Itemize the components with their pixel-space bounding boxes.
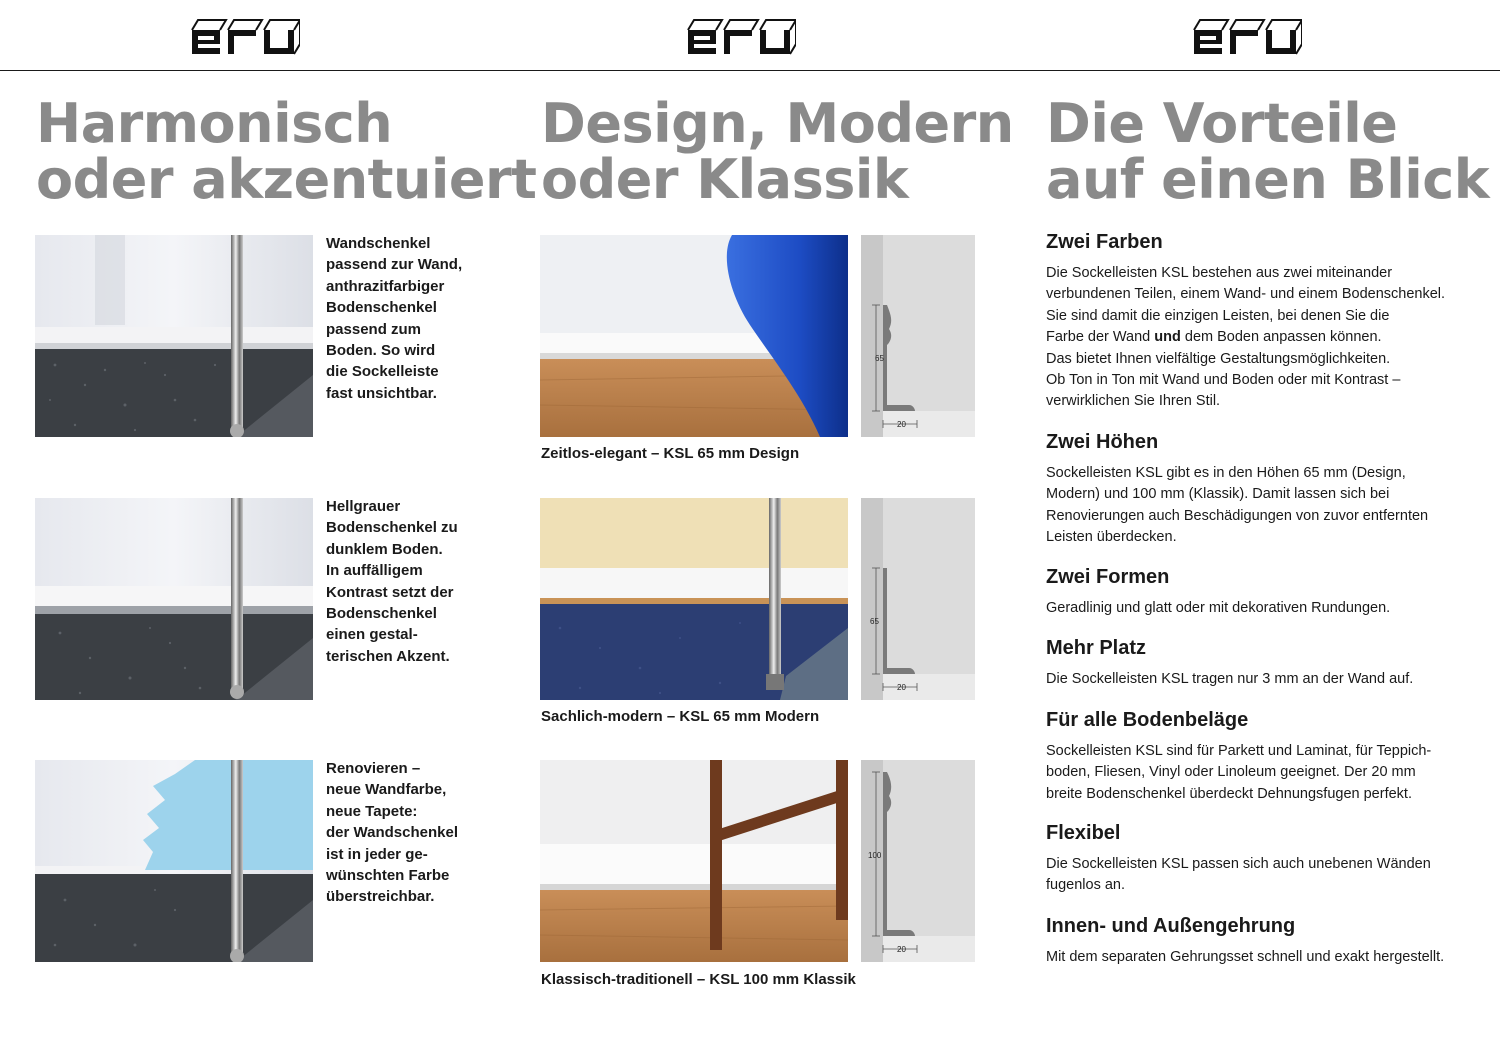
profile-caption: Klassisch-traditionell – KSL 100 mm Klassik [541, 971, 856, 988]
width-dimension: 20 [897, 683, 906, 692]
width-dimension: 20 [897, 420, 906, 429]
eru-logo [190, 16, 300, 56]
section-heading: Innen- und Außengehrung [1046, 915, 1296, 937]
column2-title [541, 92, 1014, 211]
section-heading: Zwei Farben [1046, 231, 1163, 253]
section-text: Sockelleisten KSL gibt es in den Höhen 65 mm (Design, Modern) und 100 mm (Klassik). Damit lassen sich bei Renovierungen auch Beschädigungen von zuvor entfernten Leisten überdecken. [1046, 465, 1429, 546]
column1-title [36, 92, 537, 211]
height-dimension: 65 [875, 354, 884, 363]
width-dimension: 20 [897, 945, 906, 954]
profile-drawing-klassik [861, 760, 975, 962]
profile-drawing-design [861, 235, 975, 437]
section-heading: Zwei Höhen [1046, 431, 1159, 453]
section-text: Sockelleisten KSL sind für Parkett und Laminat, für Teppich- boden, Fliesen, Vinyl oder Linoleum geeignet. Der 20 mm breite Bodenschenkel überdeckt Dehnungsfugen perfekt. [1046, 743, 1432, 802]
eru-logo [686, 16, 796, 56]
eru-logo [1192, 16, 1302, 56]
skirting-photo-dark-floor [35, 235, 313, 437]
modern-photo [540, 498, 848, 700]
profile-drawing-modern [861, 498, 975, 700]
section-text: Die Sockelleisten KSL tragen nur 3 mm an der Wand auf. [1046, 671, 1414, 687]
emphasis: und [1154, 329, 1181, 346]
section-heading: Mehr Platz [1046, 637, 1147, 659]
klassik-photo [540, 760, 848, 962]
title-line: Harmonisch [36, 92, 393, 155]
photo-description: Hellgrauer Bodenschenkel zu dunklem Boden. In auffälligem Kontrast setzt der Bodenschenkel einen gestal- terischen Akzent. [326, 498, 458, 665]
section-text: Die Sockelleisten KSL passen sich auch unebenen Wänden fugenlos an. [1046, 856, 1431, 894]
title-line: Design, Modern [541, 92, 1014, 155]
section-text: Die Sockelleisten KSL bestehen aus zwei miteinander verbundenen Teilen, einem Wand- und einem Bodenschenkel. Sie sind damit die einzigen Leisten, bei denen Sie die Farbe der Wand und dem Boden anpassen können. Das bietet Ihnen vielfältige Gestaltungsmöglichkeiten. Ob Ton in Ton mit Wand und Boden oder mit Kontrast – verwirklichen Sie Ihren Stil. [1046, 265, 1446, 410]
title-line: auf einen Blick [1046, 148, 1490, 211]
skirting-photo-contrast [35, 498, 313, 700]
photo-description: Wandschenkel passend zur Wand, anthrazitfarbiger Bodenschenkel passend zum Boden. So wird die Sockelleiste fast unsichtbar. [326, 235, 463, 402]
profile-caption: Sachlich-modern – KSL 65 mm Modern [541, 708, 820, 725]
section-heading: Flexibel [1046, 822, 1121, 844]
section-text: Geradlinig und glatt oder mit dekorativen Rundungen. [1046, 600, 1391, 616]
section-heading: Für alle Bodenbeläge [1046, 709, 1249, 731]
title-line: oder Klassik [541, 148, 909, 211]
section-heading: Zwei Formen [1046, 566, 1170, 588]
profile-caption: Zeitlos-elegant – KSL 65 mm Design [541, 445, 800, 462]
title-line: Die Vorteile [1046, 92, 1398, 155]
height-dimension: 65 [870, 617, 879, 626]
skirting-photo-renovation [35, 760, 313, 962]
header-rule [0, 70, 1500, 71]
column3-title [1046, 92, 1490, 211]
title-line: oder akzentuiert [36, 148, 537, 211]
height-dimension: 100 [868, 851, 882, 860]
section-text: Mit dem separaten Gehrungsset schnell und exakt hergestellt. [1046, 949, 1445, 965]
photo-description: Renovieren – neue Wandfarbe, neue Tapete: der Wandschenkel ist in jeder ge- wünschten Farbe überstreichbar. [326, 760, 458, 906]
design-photo [540, 235, 848, 437]
